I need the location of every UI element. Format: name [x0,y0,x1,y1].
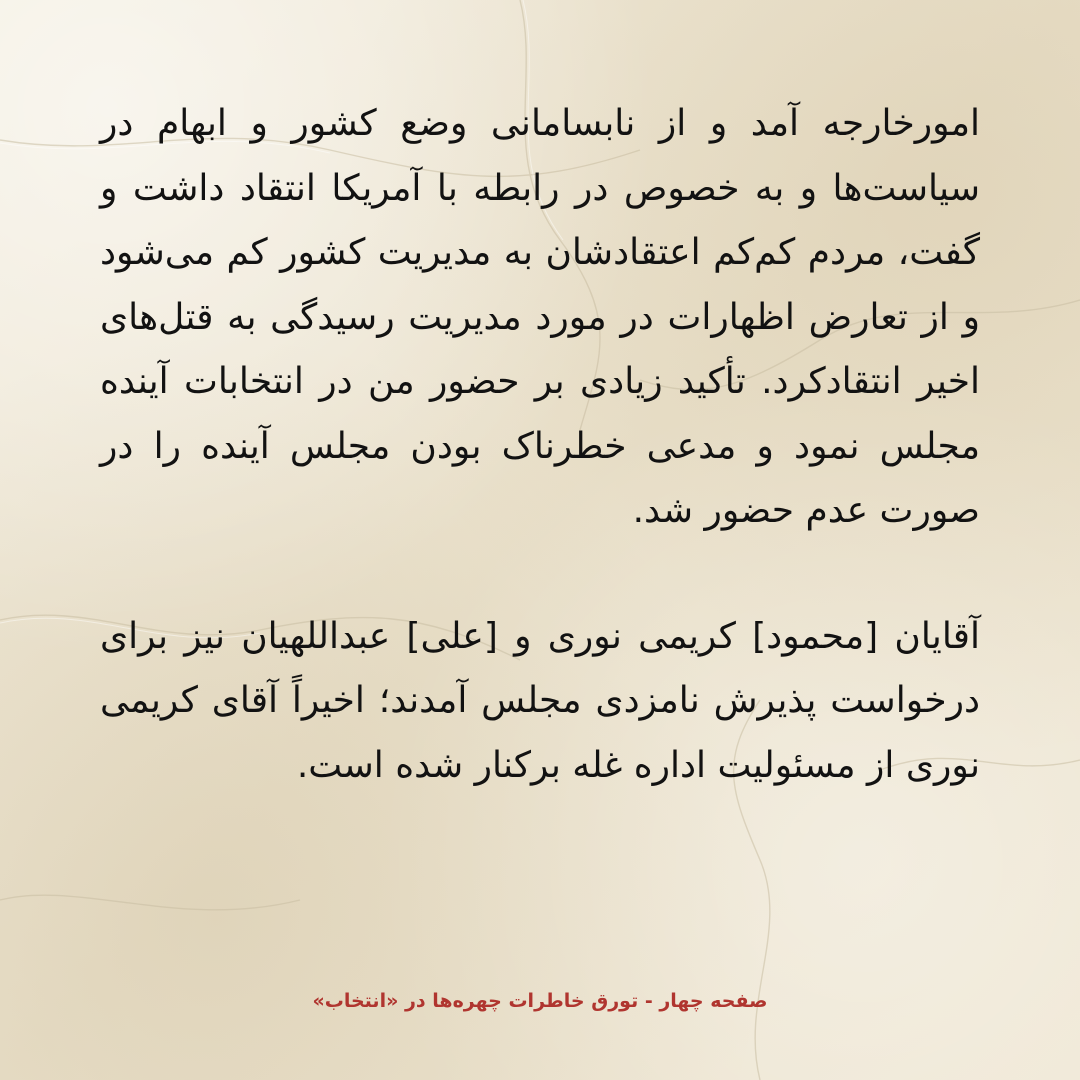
memoir-text [100,92,980,798]
page-caption: صفحه چهار - تورق خاطرات چهره‌ها در «انتخاب» [312,990,768,1012]
paragraph-2: آقایان [محمود] کریمی نوری و [علی] عبداللهیان نیز برای درخواست پذیرش نامزدی مجلس آمدند؛ اخیراً آقای کریمی نوری از مسئولیت اداره غله برکنار شده است. [100,615,980,786]
paragraph-1: امورخارجه آمد و از نابسامانی وضع کشور و ابهام در سیاست‌ها و به خصوص در رابطه با آمریکا انتقاد داشت و گفت، مردم کم‌کم اعتقادشان به مدیریت کشور کم می‌شود و از تعارض اظهارات در مورد مدیریت رسیدگی به قتل‌های اخیر انتقادکرد. تأکید زیادی بر حضور من در انتخابات آینده مجلس نمود و مدعی خطرناک بودن مجلس آینده را در صورت عدم حضور شد. [100,103,980,531]
